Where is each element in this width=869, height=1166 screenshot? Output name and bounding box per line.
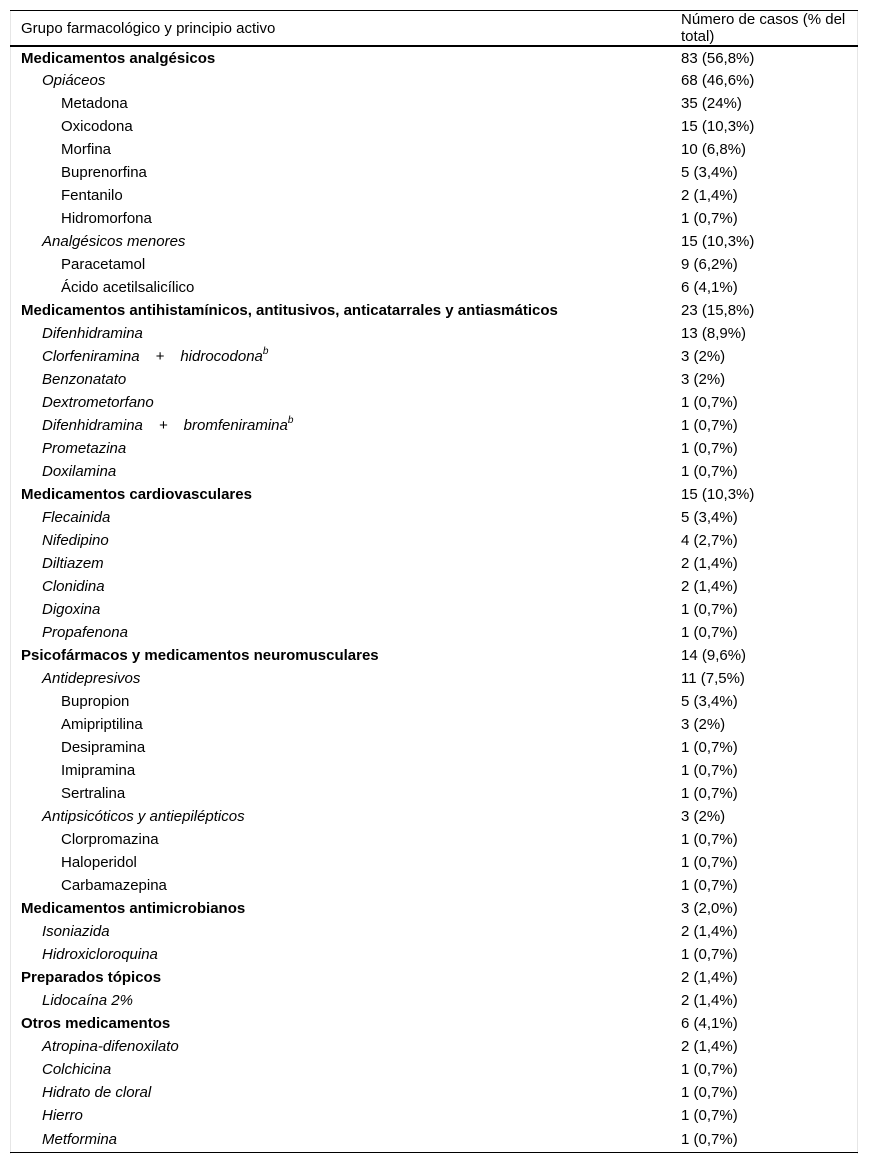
drug-name-cell: [10, 276, 671, 299]
table-row-subgroup: [10, 391, 858, 414]
drug-name: Diltiazem: [42, 555, 104, 572]
drug-name-cell: [10, 46, 671, 69]
drug-name: Preparados tópicos: [21, 969, 162, 986]
drug-name-cell: [10, 966, 671, 989]
drug-name-cell: [10, 828, 671, 851]
table-row-group: [10, 483, 858, 506]
drug-name-cell: [10, 207, 671, 230]
case-count-cell: 1 (0,7%): [681, 854, 738, 871]
drug-name: Medicamentos cardiovasculares: [21, 486, 252, 503]
table-row-group: [10, 966, 858, 989]
drug-name-cell: [10, 759, 671, 782]
case-count-cell: 1 (0,7%): [681, 463, 738, 480]
table-row-item: [10, 851, 858, 874]
case-count-cell: 1 (0,7%): [681, 1084, 738, 1101]
drug-name-combined: bromfeniramina: [183, 417, 288, 434]
case-count-cell: 3 (2,0%): [681, 900, 738, 917]
drug-cases-table: [10, 10, 858, 1153]
table-row-subgroup: [10, 414, 858, 437]
drug-name: Propafenona: [42, 624, 128, 641]
drug-name-cell: [10, 414, 671, 437]
case-count-cell: 1 (0,7%): [681, 946, 738, 963]
table-row-subgroup: [10, 552, 858, 575]
table-row-item: [10, 759, 858, 782]
case-count-cell: 4 (2,7%): [681, 532, 738, 549]
drug-name: Imipramina: [61, 762, 136, 779]
drug-name-cell: [10, 1081, 671, 1104]
drug-name-cell: [10, 736, 671, 759]
table-row-subgroup: [10, 989, 858, 1012]
drug-name: Atropina-difenoxilato: [42, 1038, 179, 1055]
case-count-cell: 3 (2%): [681, 371, 726, 388]
drug-name-cell: [10, 1127, 671, 1152]
table-row-item: [10, 138, 858, 161]
drug-name: Clonidina: [42, 578, 105, 595]
case-count-cell: 5 (3,4%): [681, 509, 738, 526]
case-count-cell: 68 (46,6%): [681, 72, 755, 89]
case-count-cell: 14 (9,6%): [681, 647, 747, 664]
table-row-group: [10, 897, 858, 920]
table-row-item: [10, 92, 858, 115]
drug-name: Hidroxicloroquina: [42, 946, 158, 963]
case-count-cell: 1 (0,7%): [681, 785, 738, 802]
table-row-item: [10, 874, 858, 897]
case-count-cell: 9 (6,2%): [681, 256, 738, 273]
drug-name: Otros medicamentos: [21, 1015, 171, 1032]
drug-name: Medicamentos antihistamínicos, antitusivos, anticatarrales y antiasmáticos: [21, 302, 558, 319]
table-row-subgroup: [10, 943, 858, 966]
case-count-cell: 1 (0,7%): [681, 1061, 738, 1078]
combination-plus: +: [158, 417, 168, 434]
drug-name-cell: [10, 644, 671, 667]
table-row-item: [10, 690, 858, 713]
drug-name-cell: [10, 1012, 671, 1035]
case-count-cell: 1 (0,7%): [681, 210, 738, 227]
drug-name-cell: [10, 1104, 671, 1127]
table-row-subgroup: [10, 575, 858, 598]
drug-name-cell: [10, 92, 671, 115]
drug-name-cell: [10, 460, 671, 483]
table-row-subgroup: [10, 460, 858, 483]
case-count-cell: 2 (1,4%): [681, 923, 738, 940]
table-row-item: [10, 207, 858, 230]
drug-name-cell: [10, 115, 671, 138]
drug-name: Doxilamina: [42, 463, 117, 480]
drug-name-cell: [10, 805, 671, 828]
drug-name-cell: [10, 483, 671, 506]
case-count-cell: 3 (2%): [681, 716, 726, 733]
drug-name: Opiáceos: [42, 72, 106, 89]
drug-name: Flecainida: [42, 509, 111, 526]
table-row-group: [10, 1012, 858, 1035]
case-count-cell: 15 (10,3%): [681, 118, 755, 135]
drug-name-cell: [10, 391, 671, 414]
drug-name: Metformina: [42, 1130, 118, 1148]
table-row-subgroup: [10, 920, 858, 943]
table-row-subgroup: [10, 69, 858, 92]
drug-name-cell: [10, 575, 671, 598]
drug-name: Fentanilo: [61, 187, 123, 204]
table-row-subgroup: [10, 1035, 858, 1058]
drug-name: Carbamazepina: [61, 877, 167, 894]
drug-name: Medicamentos analgésicos: [21, 49, 216, 67]
drug-name: Bupropion: [61, 693, 130, 710]
drug-name: Nifedipino: [42, 532, 109, 549]
table-row-subgroup: [10, 437, 858, 460]
drug-name: Clorpromazina: [61, 831, 159, 848]
case-count-cell: 11 (7,5%): [681, 670, 745, 687]
drug-name-cell: [10, 1058, 671, 1081]
drug-name-cell: [10, 851, 671, 874]
drug-name-cell: [10, 138, 671, 161]
drug-name-cell: [10, 299, 671, 322]
case-count-cell: 15 (10,3%): [681, 486, 755, 503]
drug-name: Hierro: [42, 1107, 83, 1124]
table-row-subgroup: [10, 322, 858, 345]
table-row-item: [10, 736, 858, 759]
case-count-cell: 1 (0,7%): [681, 440, 738, 457]
case-count-cell: 1 (0,7%): [681, 831, 738, 848]
drug-name: Hidromorfona: [61, 210, 152, 227]
table-row-subgroup: [10, 506, 858, 529]
drug-name-cell: [10, 529, 671, 552]
case-count-cell: 2 (1,4%): [681, 187, 738, 204]
table-row-subgroup: [10, 805, 858, 828]
drug-name: Morfina: [61, 141, 112, 158]
drug-name-cell: [10, 322, 671, 345]
drug-name: Medicamentos antimicrobianos: [21, 900, 246, 917]
case-count-cell: 2 (1,4%): [681, 555, 738, 572]
column-header-cases: Número de casos (% del total): [671, 11, 858, 47]
case-count-cell: 10 (6,8%): [681, 141, 747, 158]
drug-name: Buprenorfina: [61, 164, 147, 181]
drug-name: Desipramina: [61, 739, 146, 756]
case-count-cell: 1 (0,7%): [681, 739, 738, 756]
table-row-item: [10, 713, 858, 736]
drug-name-cell: [10, 598, 671, 621]
case-count-cell: 2 (1,4%): [681, 992, 738, 1009]
drug-name-cell: [10, 667, 671, 690]
drug-name-cell: [10, 621, 671, 644]
case-count-cell: 2 (1,4%): [681, 578, 738, 595]
table-row-group: [10, 299, 858, 322]
table-row-item: [10, 828, 858, 851]
table-row-subgroup: [10, 368, 858, 391]
table-row-group: [10, 644, 858, 667]
drug-name: Lidocaína 2%: [42, 992, 133, 1009]
case-count-cell: 1 (0,7%): [681, 394, 738, 411]
drug-name-cell: [10, 713, 671, 736]
drug-name-combined: hidrocodona: [180, 348, 263, 365]
case-count-cell: 1 (0,7%): [681, 877, 738, 894]
table-row-subgroup: [10, 598, 858, 621]
case-count-cell: 83 (56,8%): [681, 49, 755, 67]
drug-name: Digoxina: [42, 601, 101, 618]
case-count-cell: 6 (4,1%): [681, 279, 738, 296]
drug-name-cell: [10, 230, 671, 253]
case-count-cell: 13 (8,9%): [681, 325, 747, 342]
drug-name: Isoniazida: [42, 923, 110, 940]
drug-name-cell: [10, 368, 671, 391]
table-row-subgroup: [10, 230, 858, 253]
drug-name-cell: [10, 897, 671, 920]
drug-name: Antidepresivos: [42, 670, 141, 687]
drug-name: Amipriptilina: [61, 716, 143, 733]
table-row-subgroup: [10, 1058, 858, 1081]
case-count-cell: 23 (15,8%): [681, 302, 755, 319]
drug-name-cell: [10, 552, 671, 575]
drug-name: Paracetamol: [61, 256, 146, 273]
table-row-item: [10, 184, 858, 207]
drug-name: Difenhidramina: [42, 325, 143, 342]
case-count-cell: 2 (1,4%): [681, 1038, 738, 1055]
drug-name: Oxicodona: [61, 118, 133, 135]
drug-name-cell: [10, 184, 671, 207]
case-count-cell: 1 (0,7%): [671, 1127, 858, 1152]
drug-name-cell: [10, 782, 671, 805]
table-row-subgroup: [10, 1127, 858, 1152]
case-count-cell: 5 (3,4%): [681, 164, 738, 181]
column-header-drug-group: Grupo farmacológico y principio activo: [10, 11, 671, 47]
case-count-cell: 1 (0,7%): [681, 624, 738, 641]
drug-name-cell: [10, 1035, 671, 1058]
case-count-cell: 15 (10,3%): [681, 233, 755, 250]
case-count-cell: 3 (2%): [681, 348, 726, 365]
drug-name: Difenhidramina: [42, 417, 143, 434]
table-row-item: [10, 161, 858, 184]
drug-name: Prometazina: [42, 440, 127, 457]
drug-name: Ácido acetilsalicílico: [61, 279, 195, 296]
footnote-marker: b: [262, 346, 269, 357]
drug-name-cell: [10, 690, 671, 713]
drug-name: Metadona: [61, 95, 128, 112]
table-body: [10, 46, 858, 1152]
table-row-subgroup: [10, 621, 858, 644]
drug-name-cell: [10, 437, 671, 460]
table-row-subgroup: [10, 667, 858, 690]
case-count-cell: 1 (0,7%): [681, 601, 738, 618]
drug-name-cell: [10, 874, 671, 897]
drug-name: Analgésicos menores: [42, 233, 186, 250]
table-row-item: [10, 253, 858, 276]
table-row-group: [10, 46, 858, 69]
drug-name: Hidrato de cloral: [42, 1084, 152, 1101]
footnote-marker: b: [287, 415, 294, 426]
drug-name: Clorfeniramina: [42, 348, 140, 365]
case-count-cell: 1 (0,7%): [681, 1107, 738, 1124]
drug-name-cell: [10, 943, 671, 966]
drug-name-cell: [10, 989, 671, 1012]
table-row-item: [10, 276, 858, 299]
drug-name-cell: [10, 253, 671, 276]
table-header-row: [10, 11, 858, 47]
table-row-subgroup: [10, 1104, 858, 1127]
table-row-subgroup: [10, 529, 858, 552]
table-row-subgroup: [10, 1081, 858, 1104]
drug-name-cell: [10, 345, 671, 368]
case-count-cell: 1 (0,7%): [681, 762, 738, 779]
drug-name: Haloperidol: [61, 854, 137, 871]
case-count-cell: 5 (3,4%): [681, 693, 738, 710]
combination-plus: +: [155, 348, 165, 365]
drug-name: Benzonatato: [42, 371, 127, 388]
table-row-item: [10, 115, 858, 138]
drug-name-cell: [10, 506, 671, 529]
case-count-cell: 6 (4,1%): [681, 1015, 738, 1032]
case-count-cell: 2 (1,4%): [681, 969, 738, 986]
drug-name-cell: [10, 161, 671, 184]
case-count-cell: 35 (24%): [681, 95, 742, 112]
drug-name: Sertralina: [61, 785, 126, 802]
drug-name: Dextrometorfano: [42, 394, 154, 411]
case-count-cell: 1 (0,7%): [681, 417, 738, 434]
table-row-subgroup: [10, 345, 858, 368]
case-count-cell: 3 (2%): [681, 808, 726, 825]
drug-name: Antipsicóticos y antiepilépticos: [42, 808, 245, 825]
drug-name-cell: [10, 920, 671, 943]
drug-name-cell: [10, 69, 671, 92]
table-row-item: [10, 782, 858, 805]
drug-name: Psicofármacos y medicamentos neuromusculares: [21, 647, 379, 664]
drug-name: Colchicina: [42, 1061, 112, 1078]
